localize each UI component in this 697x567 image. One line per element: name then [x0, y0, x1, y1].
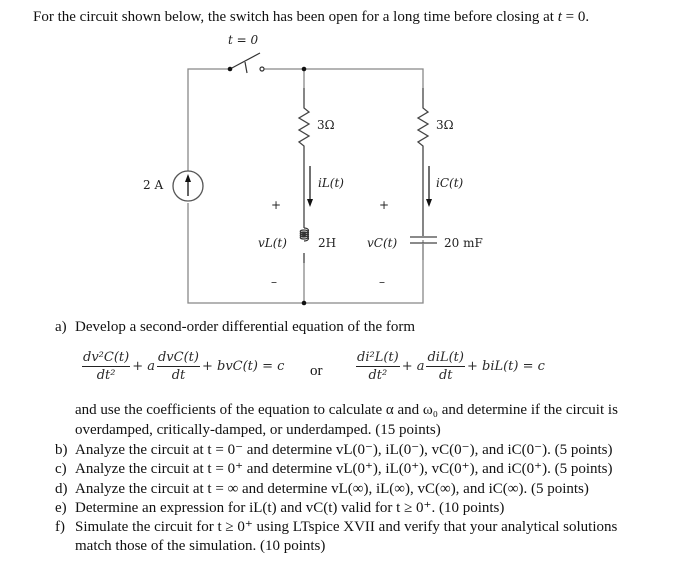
node-bottom [302, 301, 307, 306]
voltage-l-label: vL(t) [258, 236, 287, 250]
problem-intro: For the circuit shown below, the switch has been open for a long time before closing at t = 0. [33, 9, 590, 25]
part-a-line2: and use the coefficients of the equation to calculate α and ω₀ and determine if the circuit is [75, 402, 618, 418]
voltage-c-label: vC(t) [367, 236, 398, 250]
switch-label: t = 0 [228, 33, 259, 47]
wire-bottom [188, 203, 423, 303]
part-a: a) Develop a second-order differential equation of the form [55, 319, 416, 335]
inductor-label: 2H [318, 236, 337, 250]
minus-sign-c: – [379, 275, 385, 289]
resistor-1-label: 3Ω [317, 118, 335, 132]
part-c: c) Analyze the circuit at t = 0⁺ and determine vL(0⁺), iL(0⁺), vC(0⁺), and iC(0⁺). (5 points) [55, 461, 613, 477]
inductor-icon [300, 222, 308, 263]
equation-vc: $\frac{\text{dv²C(t)}}{\text{dt²}}$ + a $\frac{\text{dvC(t)}}{dt}$ + bvC(t) = c [83, 350, 285, 383]
minus-sign-l: – [271, 275, 277, 289]
plus-sign-l: + [271, 198, 282, 212]
node-switch-left [228, 67, 233, 72]
part-b: b) Analyze the circuit at t = 0⁻ and determine vL(0⁻), iL(0⁻), vC(0⁻), and iC(0⁻). (5 points) [55, 442, 613, 458]
part-f: f) Simulate the circuit for t ≥ 0⁺ using LTspice XVII and verify that your analytical solutions [55, 519, 618, 535]
node-top [302, 67, 307, 72]
source-label: 2 A [143, 178, 164, 192]
plus-sign-c: + [379, 198, 390, 212]
resistor-2 [418, 88, 428, 236]
wire-top [262, 69, 423, 88]
current-c-label: iC(t) [436, 176, 464, 190]
resistor-1 [299, 88, 309, 222]
part-a-line3: overdamped, critically-damped, or underdamped. (15 points) [75, 422, 441, 438]
current-source-icon [173, 171, 203, 201]
arrow-ic-icon [426, 166, 432, 207]
capacitor-label: 20 mF [444, 236, 483, 250]
equation-il: $\frac{\text{di²L(t)}}{\text{dt²}}$ + a $\frac{\text{diL(t)}}{dt}$ + biL(t) = c [357, 350, 545, 383]
part-e: e) Determine an expression for iL(t) and vC(t) valid for t ≥ 0⁺. (10 points) [55, 500, 505, 516]
arrow-il-icon [307, 166, 313, 207]
current-l-label: iL(t) [318, 176, 344, 190]
switch [230, 53, 264, 73]
or-text: or [310, 363, 323, 379]
resistor-2-label: 3Ω [436, 118, 454, 132]
part-f-line2: match those of the simulation. (10 points) [75, 538, 326, 554]
part-d: d) Analyze the circuit at t = ∞ and determine vL(∞), iL(∞), vC(∞), and iC(∞). (5 points) [55, 481, 589, 497]
